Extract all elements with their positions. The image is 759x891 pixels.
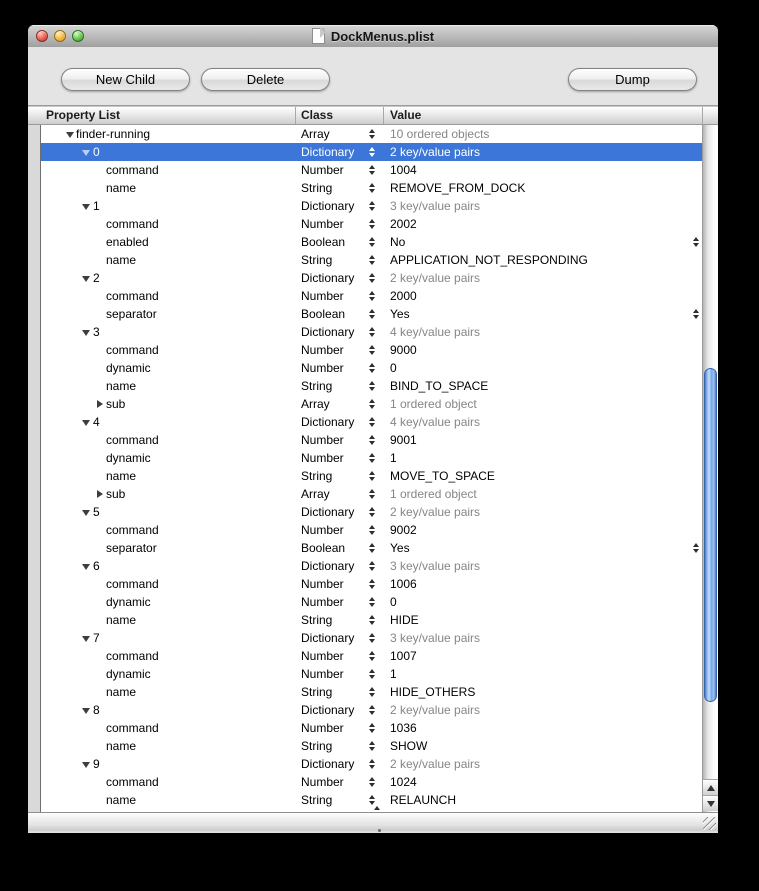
partial-next-row-stepper-icon — [374, 806, 382, 810]
value-stepper-icon[interactable] — [367, 775, 377, 789]
table-row[interactable] — [41, 197, 702, 215]
header-separator — [295, 107, 296, 124]
value-stepper-icon[interactable] — [367, 343, 377, 357]
disclosure-open-icon[interactable] — [82, 330, 90, 336]
row-class-label[interactable]: Array — [301, 487, 330, 501]
row-class-label[interactable]: Dictionary — [301, 559, 355, 573]
row-class-label[interactable]: String — [301, 685, 333, 699]
value-stepper-icon[interactable] — [367, 325, 377, 339]
header-separator — [383, 107, 384, 124]
table-row[interactable] — [41, 683, 702, 701]
row-key-label[interactable]: sub — [106, 487, 126, 501]
table-row[interactable] — [41, 557, 702, 575]
table-row[interactable] — [41, 377, 702, 395]
row-class-label[interactable]: Boolean — [301, 541, 346, 555]
table-row[interactable] — [41, 629, 702, 647]
value-stepper-icon[interactable] — [367, 217, 377, 231]
row-value-label[interactable]: 1024 — [390, 775, 417, 789]
value-stepper-icon[interactable] — [367, 505, 377, 519]
table-row[interactable] — [41, 269, 702, 287]
row-class-label[interactable]: Number — [301, 721, 344, 735]
disclosure-open-icon[interactable] — [82, 636, 90, 642]
row-value-label[interactable]: 2002 — [390, 217, 417, 231]
row-value-label[interactable]: 2 key/value pairs — [390, 505, 481, 519]
row-value-label[interactable]: 10 ordered objects — [390, 127, 490, 141]
table-row[interactable] — [41, 215, 702, 233]
value-stepper-icon[interactable] — [367, 361, 377, 375]
table-row[interactable] — [41, 665, 702, 683]
row-class-label[interactable]: Dictionary — [301, 703, 355, 717]
table-row[interactable] — [41, 647, 702, 665]
table-row[interactable] — [41, 521, 702, 539]
row-key-label[interactable]: command — [106, 649, 159, 663]
table-row[interactable] — [41, 305, 702, 323]
titlebar[interactable] — [28, 25, 718, 48]
resize-grip-icon[interactable] — [703, 817, 716, 830]
row-key-label[interactable]: 8 — [93, 703, 100, 717]
value-stepper-icon[interactable] — [367, 397, 377, 411]
row-key-label[interactable]: 4 — [93, 415, 100, 429]
row-value-label[interactable]: 2 key/value pairs — [390, 757, 481, 771]
value-stepper-icon[interactable] — [367, 451, 377, 465]
row-key-label[interactable]: 2 — [93, 271, 100, 285]
row-class-label[interactable]: Number — [301, 595, 344, 609]
row-class-label[interactable]: Dictionary — [301, 505, 355, 519]
value-stepper-icon[interactable] — [367, 631, 377, 645]
table-row[interactable] — [41, 413, 702, 431]
table-row[interactable] — [41, 395, 702, 413]
scroll-down-button[interactable] — [703, 795, 718, 811]
column-property-list[interactable]: Property List — [46, 108, 121, 122]
row-key-label[interactable]: 5 — [93, 505, 100, 519]
toolbar — [28, 47, 718, 106]
row-value-label[interactable]: 1036 — [390, 721, 417, 735]
value-stepper-icon[interactable] — [367, 739, 377, 753]
row-class-label[interactable]: String — [301, 613, 333, 627]
table-row[interactable] — [41, 737, 702, 755]
row-value-label[interactable]: REMOVE_FROM_DOCK — [390, 181, 526, 195]
row-key-label[interactable]: 0 — [93, 145, 100, 159]
row-value-label[interactable]: 2 key/value pairs — [390, 145, 481, 159]
row-class-label[interactable]: Dictionary — [301, 145, 355, 159]
row-key-label[interactable]: finder-running — [76, 127, 151, 141]
disclosure-closed-icon[interactable] — [97, 490, 103, 498]
row-value-label[interactable]: APPLICATION_NOT_RESPONDING — [390, 253, 588, 267]
disclosure-open-icon[interactable] — [82, 762, 90, 768]
row-key-label[interactable]: 1 — [93, 199, 100, 213]
disclosure-open-icon[interactable] — [82, 276, 90, 282]
window-controls — [36, 30, 84, 42]
value-stepper-icon[interactable] — [367, 757, 377, 771]
header-separator — [702, 107, 703, 124]
close-button[interactable] — [36, 30, 48, 42]
row-value-label[interactable]: 2000 — [390, 289, 417, 303]
row-key-label[interactable]: 7 — [93, 631, 100, 645]
row-value-label[interactable]: 0 — [390, 595, 397, 609]
dump-button[interactable]: Dump — [568, 68, 697, 91]
value-stepper-icon[interactable] — [367, 235, 377, 249]
row-key-label[interactable]: command — [106, 217, 159, 231]
value-stepper-icon[interactable] — [691, 235, 701, 249]
value-stepper-icon[interactable] — [367, 649, 377, 663]
row-class-label[interactable]: Dictionary — [301, 415, 355, 429]
value-stepper-icon[interactable] — [367, 181, 377, 195]
value-stepper-icon[interactable] — [367, 613, 377, 627]
zoom-button[interactable] — [72, 30, 84, 42]
row-class-label[interactable]: Number — [301, 343, 344, 357]
value-stepper-icon[interactable] — [367, 127, 377, 141]
row-key-label[interactable]: name — [106, 379, 137, 393]
row-value-label[interactable]: 3 key/value pairs — [390, 199, 481, 213]
value-stepper-icon[interactable] — [367, 433, 377, 447]
table-row[interactable] — [41, 539, 702, 557]
row-key-label[interactable]: enabled — [106, 235, 149, 249]
window-title: DockMenus.plist — [330, 28, 435, 44]
row-key-label[interactable]: dynamic — [106, 361, 151, 375]
value-stepper-icon[interactable] — [367, 577, 377, 591]
new-child-button[interactable]: New Child — [61, 68, 190, 91]
table-row[interactable] — [41, 233, 702, 251]
value-stepper-icon[interactable] — [367, 469, 377, 483]
row-class-label[interactable]: String — [301, 379, 333, 393]
row-key-label[interactable]: 3 — [93, 325, 100, 339]
row-key-label[interactable]: command — [106, 721, 159, 735]
value-stepper-icon[interactable] — [367, 199, 377, 213]
row-value-label[interactable]: 3 key/value pairs — [390, 631, 481, 645]
row-class-label[interactable]: Number — [301, 775, 344, 789]
row-value-label[interactable]: 1004 — [390, 163, 417, 177]
row-key-label[interactable]: dynamic — [106, 595, 151, 609]
center-dot — [378, 829, 381, 832]
table-row[interactable] — [41, 359, 702, 377]
row-key-label[interactable]: dynamic — [106, 667, 151, 681]
row-key-label[interactable]: name — [106, 793, 137, 807]
left-gutter — [28, 125, 41, 812]
disclosure-open-icon[interactable] — [82, 564, 90, 570]
table-row[interactable] — [41, 575, 702, 593]
value-stepper-icon[interactable] — [367, 415, 377, 429]
value-stepper-icon[interactable] — [367, 163, 377, 177]
row-key-label[interactable]: command — [106, 775, 159, 789]
value-stepper-icon[interactable] — [367, 523, 377, 537]
row-value-label[interactable]: 1 — [390, 451, 397, 465]
row-class-label[interactable]: String — [301, 469, 333, 483]
bottom-bar — [28, 812, 718, 833]
value-stepper-icon[interactable] — [367, 487, 377, 501]
row-key-label[interactable]: dynamic — [106, 451, 151, 465]
value-stepper-icon[interactable] — [367, 541, 377, 555]
row-value-label[interactable]: 1 — [390, 667, 397, 681]
row-class-label[interactable]: String — [301, 739, 333, 753]
row-value-label[interactable]: No — [390, 235, 406, 249]
row-key-label[interactable]: separator — [106, 541, 157, 555]
row-key-label[interactable]: name — [106, 685, 137, 699]
disclosure-open-icon[interactable] — [82, 708, 90, 714]
table-row[interactable] — [41, 341, 702, 359]
table-row[interactable] — [41, 323, 702, 341]
row-class-label[interactable]: Dictionary — [301, 757, 355, 771]
row-value-label[interactable]: 9001 — [390, 433, 417, 447]
table-row[interactable] — [41, 485, 702, 503]
document-icon — [312, 28, 325, 44]
row-class-label[interactable]: Dictionary — [301, 271, 355, 285]
title-group — [312, 28, 434, 44]
row-key-label[interactable]: name — [106, 469, 137, 483]
row-class-label[interactable]: Array — [301, 127, 330, 141]
row-value-label[interactable]: Yes — [390, 307, 410, 321]
disclosure-open-icon[interactable] — [82, 420, 90, 426]
value-stepper-icon[interactable] — [367, 379, 377, 393]
minimize-button[interactable] — [54, 30, 66, 42]
row-value-label[interactable]: 4 key/value pairs — [390, 325, 481, 339]
table-row[interactable] — [41, 503, 702, 521]
row-key-label[interactable]: command — [106, 163, 159, 177]
row-key-label[interactable]: name — [106, 181, 137, 195]
row-value-label[interactable]: 4 key/value pairs — [390, 415, 481, 429]
row-class-label[interactable]: Number — [301, 433, 344, 447]
value-stepper-icon[interactable] — [367, 721, 377, 735]
row-value-label[interactable]: RELAUNCH — [390, 793, 457, 807]
table-row[interactable] — [41, 611, 702, 629]
table-row[interactable] — [41, 143, 702, 161]
table-row[interactable] — [41, 701, 702, 719]
row-key-label[interactable]: name — [106, 739, 137, 753]
row-class-label[interactable]: String — [301, 253, 333, 267]
row-class-label[interactable]: String — [301, 793, 333, 807]
row-value-label[interactable]: 1007 — [390, 649, 417, 663]
table-row[interactable] — [41, 719, 702, 737]
row-class-label[interactable]: Number — [301, 667, 344, 681]
disclosure-closed-icon[interactable] — [97, 400, 103, 408]
scroll-up-button[interactable] — [703, 779, 718, 795]
row-class-label[interactable]: Number — [301, 451, 344, 465]
scrollbar-thumb[interactable] — [704, 368, 717, 702]
table-row[interactable] — [41, 287, 702, 305]
row-key-label[interactable]: command — [106, 343, 159, 357]
row-key-label[interactable]: sub — [106, 397, 126, 411]
row-key-label[interactable]: 9 — [93, 757, 100, 771]
row-class-label[interactable]: Dictionary — [301, 325, 355, 339]
row-key-label[interactable]: command — [106, 577, 159, 591]
value-stepper-icon[interactable] — [367, 145, 377, 159]
row-class-label[interactable]: Number — [301, 649, 344, 663]
table-row[interactable] — [41, 593, 702, 611]
row-class-label[interactable]: Number — [301, 163, 344, 177]
table-row[interactable] — [41, 791, 702, 809]
row-value-label[interactable]: 1 ordered object — [390, 397, 477, 411]
row-class-label[interactable]: Number — [301, 289, 344, 303]
row-class-label[interactable]: String — [301, 181, 333, 195]
value-stepper-icon[interactable] — [367, 307, 377, 321]
table-row[interactable] — [41, 755, 702, 773]
plist-rows — [41, 125, 702, 812]
value-stepper-icon[interactable] — [367, 253, 377, 267]
value-stepper-icon[interactable] — [367, 703, 377, 717]
vertical-scrollbar scrollbar-track[interactable] — [702, 125, 718, 812]
row-class-label[interactable]: Number — [301, 523, 344, 537]
delete-button[interactable]: Delete — [201, 68, 330, 91]
row-key-label[interactable]: command — [106, 523, 159, 537]
row-value-label[interactable]: 1006 — [390, 577, 417, 591]
value-stepper-icon[interactable] — [691, 541, 701, 555]
row-value-label[interactable]: MOVE_TO_SPACE — [390, 469, 495, 483]
row-class-label[interactable]: Dictionary — [301, 199, 355, 213]
value-stepper-icon[interactable] — [367, 595, 377, 609]
value-stepper-icon[interactable] — [367, 559, 377, 573]
table-row[interactable] — [41, 161, 702, 179]
row-value-label[interactable]: HIDE — [390, 613, 419, 627]
row-class-label[interactable]: Dictionary — [301, 631, 355, 645]
row-value-label[interactable]: BIND_TO_SPACE — [390, 379, 489, 393]
row-class-label[interactable]: Number — [301, 577, 344, 591]
arrow-up-icon — [707, 785, 715, 791]
table-row[interactable] — [41, 773, 702, 791]
row-key-label[interactable]: command — [106, 433, 159, 447]
disclosure-open-icon[interactable] — [66, 132, 74, 138]
row-value-label[interactable]: 3 key/value pairs — [390, 559, 481, 573]
row-class-label[interactable]: Boolean — [301, 307, 346, 321]
row-class-label[interactable]: Boolean — [301, 235, 346, 249]
table-row[interactable] — [41, 125, 702, 143]
row-class-label[interactable]: Array — [301, 397, 330, 411]
row-value-label[interactable]: 2 key/value pairs — [390, 703, 481, 717]
row-value-label[interactable]: HIDE_OTHERS — [390, 685, 476, 699]
row-value-label[interactable]: 1 ordered object — [390, 487, 477, 501]
column-header-row — [28, 106, 718, 125]
column-value[interactable]: Value — [390, 108, 422, 122]
row-key-label[interactable]: name — [106, 613, 137, 627]
row-key-label[interactable]: name — [106, 253, 137, 267]
row-value-label[interactable]: 9000 — [390, 343, 417, 357]
value-stepper-icon[interactable] — [691, 307, 701, 321]
table-row[interactable] — [41, 251, 702, 269]
row-key-label[interactable]: separator — [106, 307, 157, 321]
row-value-label[interactable]: 0 — [390, 361, 397, 375]
value-stepper-icon[interactable] — [367, 793, 377, 807]
value-stepper-icon[interactable] — [367, 271, 377, 285]
table-row[interactable] — [41, 467, 702, 485]
row-class-label[interactable]: Number — [301, 361, 344, 375]
column-class[interactable]: Class — [301, 108, 334, 122]
table-row[interactable] — [41, 179, 702, 197]
row-value-label[interactable]: 9002 — [390, 523, 417, 537]
value-stepper-icon[interactable] — [367, 289, 377, 303]
row-value-label[interactable]: 2 key/value pairs — [390, 271, 481, 285]
row-value-label[interactable]: SHOW — [390, 739, 428, 753]
table-row[interactable] — [41, 449, 702, 467]
table-body — [28, 125, 718, 812]
arrow-down-icon — [707, 801, 715, 807]
table-row[interactable] — [41, 431, 702, 449]
disclosure-open-icon[interactable] — [82, 150, 90, 156]
value-stepper-icon[interactable] — [367, 667, 377, 681]
disclosure-open-icon[interactable] — [82, 204, 90, 210]
row-class-label[interactable]: Number — [301, 217, 344, 231]
row-value-label[interactable]: Yes — [390, 541, 410, 555]
row-key-label[interactable]: command — [106, 289, 159, 303]
row-key-label[interactable]: 6 — [93, 559, 100, 573]
app-window — [28, 25, 718, 833]
disclosure-open-icon[interactable] — [82, 510, 90, 516]
value-stepper-icon[interactable] — [367, 685, 377, 699]
